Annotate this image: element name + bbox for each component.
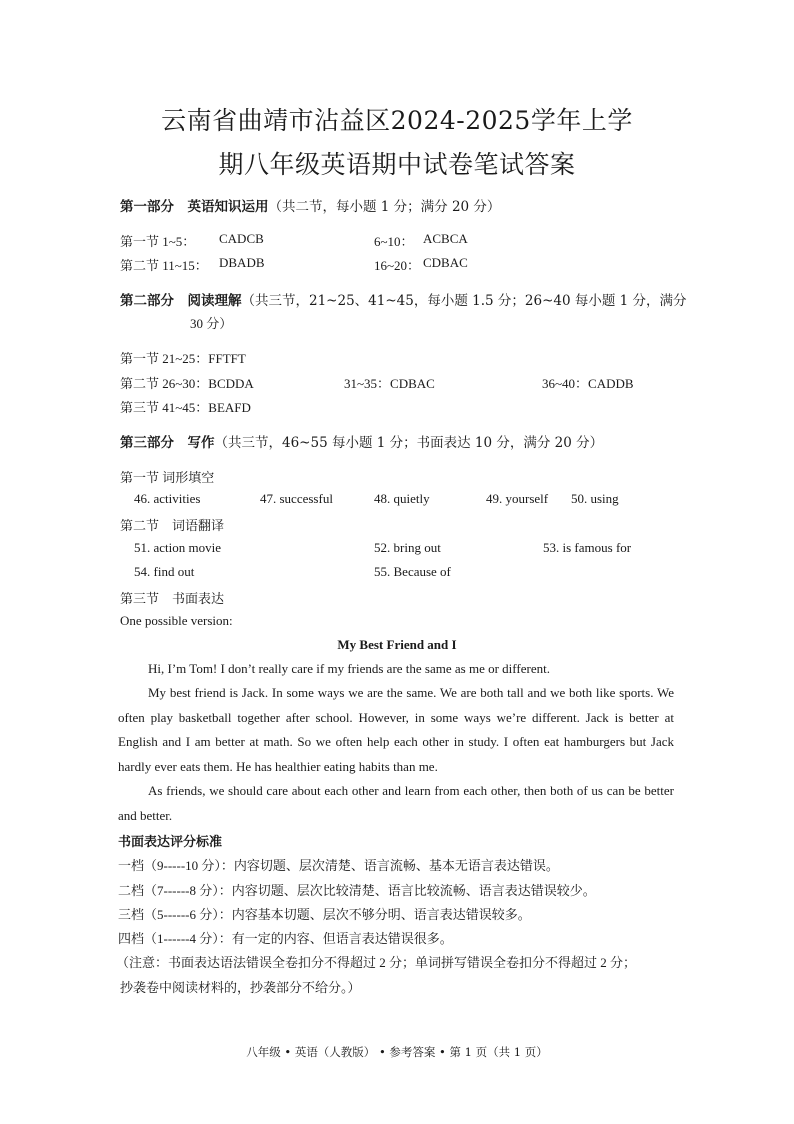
- part2-note-continued: 30 分）: [190, 316, 233, 331]
- part2-section2-c: 36~40：CADDB: [542, 376, 634, 391]
- part2-heading: [120, 289, 687, 309]
- answer-53: 53. is famous for: [543, 540, 632, 555]
- essay-title: My Best Friend and I: [337, 637, 457, 652]
- page-title-line-1: 云南省曲靖市沾益区2024-2025学年上学: [161, 106, 633, 135]
- answer-54: 54. find out: [134, 564, 195, 579]
- part2-section3: 第三节 41~45：BEAFD: [120, 400, 251, 415]
- essay-paragraph-3-text: As friends, we should care about each other and learn from each other, then both of us can be better and better.: [118, 783, 674, 823]
- criteria-level-2: 二档（7------8 分）：内容切题、层次比较清楚、语言比较流畅、语言表达错误较少。: [118, 883, 596, 898]
- essay-paragraph-3: [118, 779, 674, 828]
- part2-note: （共三节，21~25、41~45，每小题 1.5 分；26~40 每小题 1 分，满分: [241, 293, 687, 309]
- part2-section2-b: 31~35：CDBAC: [344, 376, 435, 391]
- part1-row1-label2: 6~10：: [374, 234, 414, 249]
- essay-paragraph-2: [118, 681, 674, 779]
- essay-paragraph-1-text: Hi, I’m Tom! I don’t really care if my friends are the same as me or different.: [148, 661, 550, 676]
- part1-row1-label: 第一节 1~5：: [120, 234, 196, 249]
- criteria-level-3: 三档（5------6 分）：内容基本切题、层次不够分明、语言表达错误较多。: [118, 907, 531, 922]
- part1-row2-answers: DBADB: [219, 255, 265, 270]
- answer-48: 48. quietly: [374, 491, 430, 506]
- answer-46: 46. activities: [134, 491, 201, 506]
- answer-49: 49. yourself: [486, 491, 549, 506]
- part1-row1-answers2: ACBCA: [423, 231, 468, 246]
- answer-50: 50. using: [571, 491, 619, 506]
- criteria-heading: 书面表达评分标准: [118, 834, 223, 849]
- page-footer: 八年级 • 英语（人教版） • 参考答案 • 第 1 页（共 1 页）: [246, 1045, 548, 1059]
- answer-47: 47. successful: [260, 491, 333, 506]
- answer-51: 51. action movie: [134, 540, 222, 555]
- part1-row2-answers2: CDBAC: [423, 255, 468, 270]
- part2-heading-text: 第二部分 阅读理解: [120, 293, 242, 309]
- part1-row1-answers: CADCB: [219, 231, 264, 246]
- answer-52: 52. bring out: [374, 540, 441, 555]
- part3-heading: [120, 431, 603, 451]
- answer-55: 55. Because of: [374, 564, 451, 579]
- criteria-level-4: 四档（1------4 分）：有一定的内容、但语言表达错误很多。: [118, 931, 453, 946]
- part3-note: （共三节，46~55 每小题 1 分；书面表达 10 分，满分 20 分）: [214, 435, 604, 451]
- page-title-line-2: 期八年级英语期中试卷笔试答案: [218, 150, 576, 179]
- sample-version-label: One possible version:: [120, 613, 233, 628]
- part1-note: （共二节，每小题 1 分；满分 20 分）: [268, 199, 501, 215]
- part1-row2-label: 第二节 11~15：: [120, 258, 208, 273]
- criteria-level-1: 一档（9-----10 分）：内容切题、层次清楚、语言流畅、基本无语言表达错误。: [118, 858, 559, 873]
- part2-section1: 第一节 21~25：FFTFT: [120, 351, 246, 366]
- part2-section2-a: 第二节 26~30：BCDDA: [120, 376, 254, 391]
- part1-row2-label2: 16~20：: [374, 258, 421, 273]
- essay-paragraph-1: [118, 657, 674, 682]
- part1-heading-text: 第一部分 英语知识运用: [120, 199, 269, 215]
- part3-section1-label: 第一节 词形填空: [120, 470, 215, 485]
- part3-section2-label: 第二节 词语翻译: [120, 518, 225, 533]
- part1-heading: [120, 195, 500, 215]
- part3-section3-label: 第三节 书面表达: [120, 591, 225, 606]
- criteria-note-2: 抄袭卷中阅读材料的，抄袭部分不给分。）: [120, 980, 361, 995]
- essay-paragraph-2-text: My best friend is Jack. In some ways we are the same. We are both tall and we both like sports. We often play basketball together after school. However, in some ways we’re different. Jack is better at English and I am better at math. So we often help each other in study. I often eat hamburgers but Jack hardly ever eats them. He has healthier eating habits than me.: [118, 685, 674, 774]
- criteria-note-1: （注意：书面表达语法错误全卷扣分不得超过 2 分；单词拼写错误全卷扣分不得超过 2 分；: [116, 955, 637, 970]
- part3-heading-text: 第三部分 写作: [120, 435, 215, 451]
